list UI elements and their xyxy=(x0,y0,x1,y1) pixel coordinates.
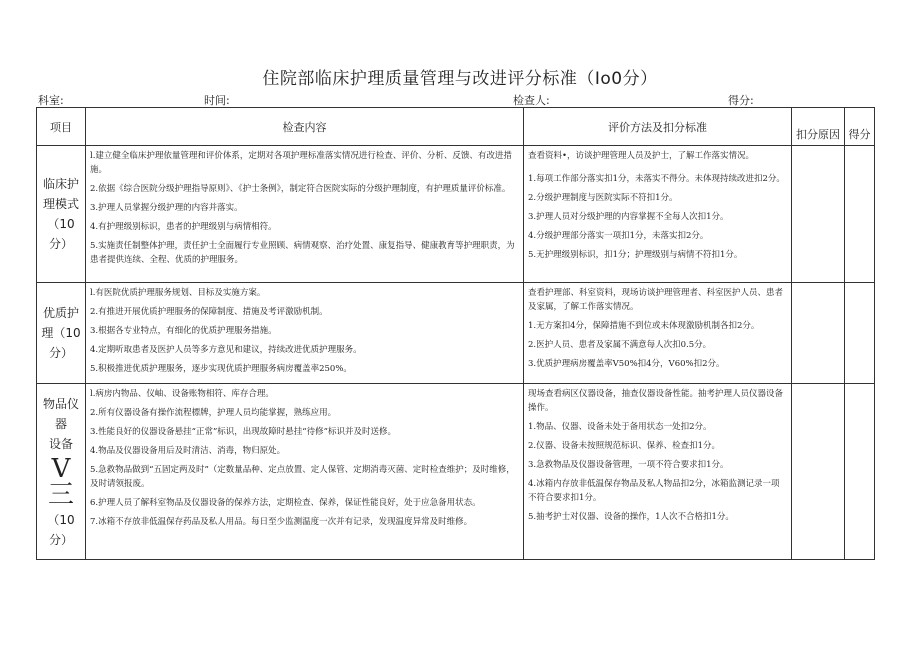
list-item: 3.急救物品及仪器设备管理，一项不符合要求扣1分。 xyxy=(528,460,729,470)
list-item: 6.护理人员了解科室物品及仪器设备的保养方法，定期检查、保养，保证性能良好，处于应急备用状态。 xyxy=(90,498,481,508)
list-item: 2.所有仪器设备有操作流程標牌，护理人员均能掌握，熟练应用。 xyxy=(90,408,337,418)
list-item: 5.无护理级别标识，扣1分；护理级别与病情不符扣1分。 xyxy=(528,250,743,260)
list-item: 2.仪器、设备未按照规范标识、保养、检查扣1分。 xyxy=(528,441,721,451)
list-item: 4.有护理级别标识，患者的护理级别与病情相符。 xyxy=(90,222,277,232)
col-header-method: 评价方法及扣分标准 xyxy=(524,108,792,146)
deduction-reason-cell[interactable] xyxy=(792,146,845,283)
handwritten-mark: V xyxy=(51,453,71,484)
page-title: 住院部临床护理质量管理与改进评分标准（Io0分） xyxy=(262,69,658,89)
list-item: 现场查看病区仪器设备，抽查仪器设备性能。抽考护理人员仪器设备操作。 xyxy=(528,389,784,413)
inspector-label: 检查人: xyxy=(513,94,550,107)
table-header-row xyxy=(37,108,875,146)
row-content xyxy=(86,384,524,560)
list-item: 查看护理部、科室资料，现场访谈护理管理者、科室医护人员、患者及家属，了解工作落实情况。 xyxy=(528,288,784,312)
row-item-equipment: 物品仪器 设备 V 三 （10 分） xyxy=(37,384,86,560)
list-item: 7.冰箱不存放非低温保存药品及私人用品。每日至少监测温度一次并有记录，发现温度异常及时维修。 xyxy=(90,517,473,527)
list-item: 2.依据《综合医院分级护理指导原则》、《护士条例》，制定符合医院实际的分级护理制度，有护理质量评价标准。 xyxy=(90,184,511,194)
list-item: 3.护理人员对分级护理的内容掌握不全每人次扣1分。 xyxy=(528,212,729,222)
row-item-quality-care: 优质护 理（10 分） xyxy=(37,283,86,384)
list-item: 2.有推进开展优质护理服务的保障制度、措施及考评激励机制。 xyxy=(90,307,328,317)
col-header-reason: 扣分原因 xyxy=(792,108,845,146)
list-item: 5.实施责任制整体护理，责任护士全面履行专业照顾、病情观察、治疗处置、康复指导、健康教育等护理职责，为患者提供连续、全程、优质的护理服务。 xyxy=(90,241,515,265)
list-item: 2.分级护理制度与医院实际不符扣1分。 xyxy=(528,193,678,203)
list-item: 3.护理人员掌握分级护理的内容并落实。 xyxy=(90,203,243,213)
list-item: 查看资料•，访谈护理管理人员及护士，了解工作落实情况。 xyxy=(528,151,755,161)
col-header-content: 检查内容 xyxy=(86,108,524,146)
list-item: 4.冰箱内存放非低温保存物品及私人物品扣2分，冰箱监测记录一项不符合要求扣1分。 xyxy=(528,479,780,503)
row-content xyxy=(86,283,524,384)
list-item: 3.优质护理病房覆盖率V50%扣4分，V60%扣2分。 xyxy=(528,359,725,369)
list-item: l.有医院优质护理服务规划、目标及实施方案。 xyxy=(90,288,266,298)
list-item: 5.积极推进优质护理服务，逐步实现优质护理服务病房覆盖率250%。 xyxy=(90,364,352,374)
list-item: 4.物品及仪器设备用后及时清洁、消毒，物归原处。 xyxy=(90,446,286,456)
row-method xyxy=(524,283,792,384)
score-label: 得分: xyxy=(728,94,754,107)
list-item: 4.分级护理部分落实一项扣1分，未落实扣2分。 xyxy=(528,231,709,241)
deduction-reason-cell[interactable] xyxy=(792,384,845,560)
list-item: l.病房内物品、仪岫、设备账物相符、库存合理。 xyxy=(90,389,274,399)
col-header-score: 得分 xyxy=(845,108,875,146)
list-item: 3.根据各专业特点，有细化的优质护理服务措施。 xyxy=(90,326,277,336)
row-method xyxy=(524,384,792,560)
handwritten-mark: 三 xyxy=(47,479,74,510)
list-item: 4.定期听取患者及医护人员等多方意见和建议，持续改进优质护理服务。 xyxy=(90,345,362,355)
score-cell[interactable] xyxy=(845,146,875,283)
list-item: 5.抽考护士对仪器、设备的操作，1人次不合格扣1分。 xyxy=(528,512,734,522)
table-row xyxy=(37,146,875,283)
row-item-nursing-model: 临床护 理模式 （10 分） xyxy=(37,146,86,283)
deduction-reason-cell[interactable] xyxy=(792,283,845,384)
list-item: 3.性能良好的仪器设备悬挂“正常”标识，出现故障时悬挂“待修”标识并及时送修。 xyxy=(90,427,396,437)
list-item: l.建立健全临床护理依量管理和评价体系，定期对各项护理标准落实情况进行检查、评价、分析、反馈、有改进措施。 xyxy=(90,151,512,175)
time-label: 时间: xyxy=(204,94,230,107)
list-item: 1.无方案扣4分，保障措施不到位或未体现激励机制各扣2分。 xyxy=(528,321,760,331)
scoring-table xyxy=(36,107,875,560)
row-content xyxy=(86,146,524,283)
table-row xyxy=(37,283,875,384)
list-item: 2.医护人员、患者及家属不满意每人次扣0.5分。 xyxy=(528,340,712,350)
score-cell[interactable] xyxy=(845,283,875,384)
score-cell[interactable] xyxy=(845,384,875,560)
list-item: 1.每项工作部分落实扣1分，未落实不得分。未体现持续改进扣2分。 xyxy=(528,174,785,184)
list-item: 1.物品、仪器、设备未处于备用状态一处扣2分。 xyxy=(528,422,712,432)
list-item: 5.急救物品做到“五固定两及时”（定数量品种、定点放置、定人保管、定期消毒灭菌、定时检查维护；及时维修，及时请领报废。 xyxy=(90,465,515,489)
dept-label: 科室: xyxy=(38,94,64,107)
col-header-item: 项目 xyxy=(37,108,86,146)
row-method xyxy=(524,146,792,283)
table-row xyxy=(37,384,875,560)
